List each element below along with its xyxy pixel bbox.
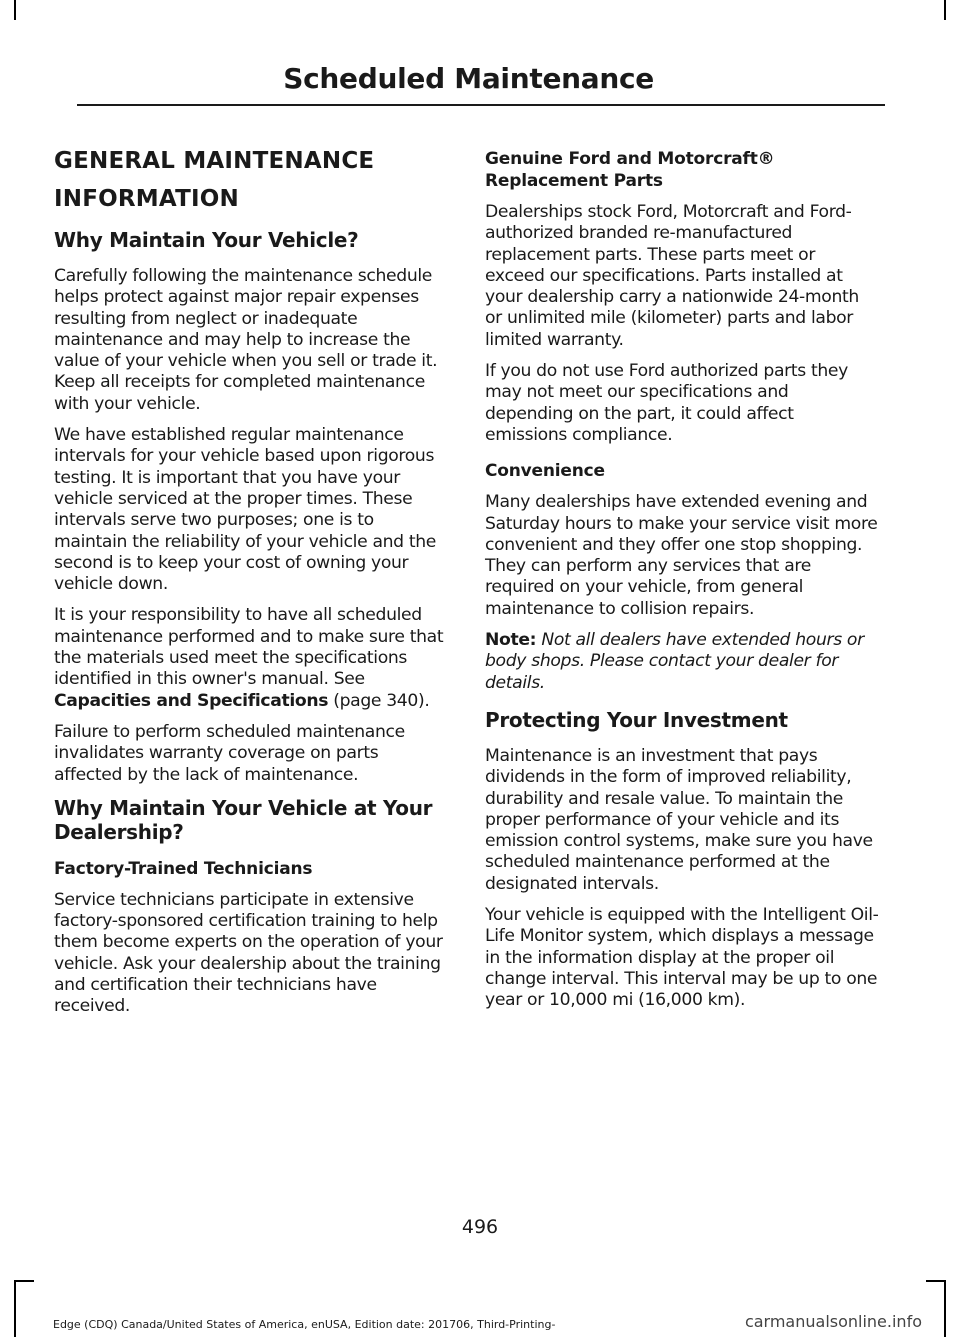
paragraph: We have established regular maintenance intervals for your vehicle based upon rigorous testing. It is important that you have your vehicle serviced at the proper times. These intervals serve two purposes; one is to maintain the reliability of your vehicle and the second is to keep your cost of owning your vehicle down. <box>54 425 436 595</box>
crop-mark-bottom-right-h <box>926 1280 946 1282</box>
header-rule <box>77 104 885 106</box>
page-number: 496 <box>461 1216 499 1238</box>
capacities-specifications-link[interactable]: Capacities and Specifications <box>54 690 329 711</box>
paragraph: If you do not use Ford authorized parts they may not meet our specifications and depending on the part, it could affect emissions compliance. <box>485 361 848 445</box>
paragraph-with-reference <box>54 605 448 711</box>
paragraph: Dealerships stock Ford, Motorcraft and Ford-authorized branded re-manufactured replacement parts. These parts meet or exceed our specifications. Parts installed at your dealership carry a nationwide 24-month or unlimited mile (kilometer) parts and labor limited warranty. <box>485 202 859 350</box>
technicians-heading: Factory-Trained Technicians <box>54 858 313 879</box>
right-column <box>485 142 879 1022</box>
paragraph: Failure to perform scheduled maintenance invalidates warranty coverage on parts affected by the lack of maintenance. <box>54 721 405 785</box>
paragraph: Service technicians participate in extensive factory-sponsored certification training to help them become experts on the operation of your vehicle. Ask your dealership about the training and certification their technicians have received. <box>54 889 443 1017</box>
convenience-heading: Convenience <box>485 461 605 482</box>
page-reference: (page 340). <box>328 690 430 711</box>
section-title-line1: GENERAL MAINTENANCE <box>54 148 375 174</box>
why-maintain-heading: Why Maintain Your Vehicle? <box>54 228 359 252</box>
site-watermark: carmanualsonline.info <box>744 1312 922 1331</box>
paragraph: Many dealerships have extended evening and Saturday hours to make your service visit more convenient and they offer one stop shopping. They can perform any services that are required on your vehicle, from general maintenance to collision repairs. <box>485 492 878 619</box>
left-column <box>54 142 448 1028</box>
section-title-line2: INFORMATION <box>54 186 239 212</box>
crop-mark-bottom-right <box>944 1280 946 1337</box>
parts-heading: Genuine Ford and Motorcraft® Replacement Parts <box>485 149 775 191</box>
paragraph: Carefully following the maintenance schedule helps protect against major repair expenses resulting from neglect or inadequate maintenance and may help to increase the value of your vehicle when you sell or trade it. Keep all receipts for completed maintenance with your vehicle. <box>54 266 438 414</box>
crop-mark-bottom-left <box>14 1280 16 1337</box>
edition-footer: Edge (CDQ) Canada/United States of America, enUSA, Edition date: 201706, Third-Printing- <box>53 1318 556 1331</box>
note-text: Not all dealers have extended hours or body shops. Please contact your dealer for details. <box>485 630 864 693</box>
dealership-heading: Why Maintain Your Vehicle at Your Dealership? <box>54 795 433 844</box>
investment-heading: Protecting Your Investment <box>485 707 788 732</box>
paragraph-text: It is your responsibility to have all scheduled maintenance performed and to make sure that the materials used meet the specifications identified in this owner's manual. See <box>54 605 444 690</box>
page-header-title: Scheduled Maintenance <box>283 62 654 95</box>
crop-mark-top-left <box>14 0 16 20</box>
note <box>485 630 879 694</box>
crop-mark-bottom-left-h <box>14 1280 34 1282</box>
section-title <box>54 142 448 218</box>
note-label: Note: <box>485 630 537 651</box>
crop-mark-top-right <box>944 0 946 20</box>
paragraph: Your vehicle is equipped with the Intelligent Oil-Life Monitor system, which displays a message in the information display at the proper oil change interval. This interval may be up to one year or 10,000 mi (16,000 km). <box>485 905 879 1011</box>
paragraph: Maintenance is an investment that pays dividends in the form of improved reliability, durability and resale value. To maintain the proper performance of your vehicle and its emission control systems, make sure you have scheduled maintenance performed at the designated intervals. <box>485 745 873 894</box>
